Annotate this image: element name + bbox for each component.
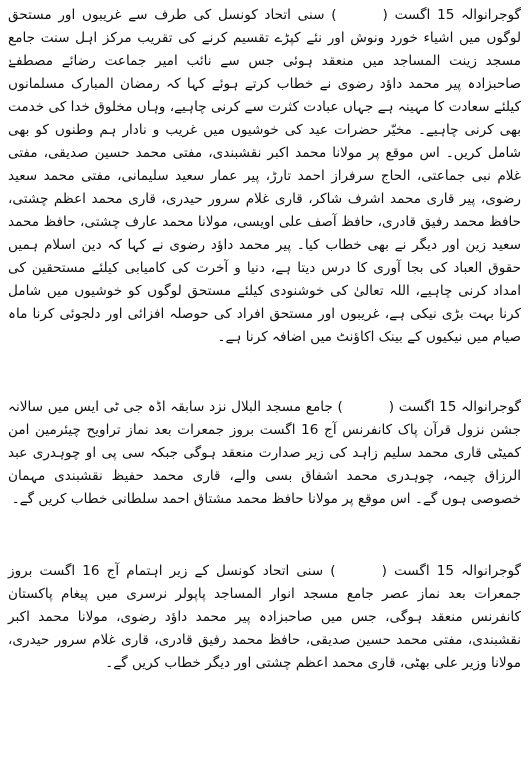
dateline-city: گوجرانوالہ [461,399,522,415]
news-article-2 [8,396,521,511]
dateline-day: 15 [439,399,457,415]
article-body: جامع مسجد البلال نزد سابقہ اڈہ جی ٹی ایس میں سالانہ جشن نزول قرآن پاک کانفرنس آج 16 اگست بروز جمعرات بعد نماز تراویح چیئرمین امن کمیٹی قاری محمد سلیم زاہد کی زیر صدارت منعقد ہوگی جبکہ سی پی او چوہدری عبد الرزاق چیمہ، چوہدری محمد اشفاق بسی والے، قاری محمد حفیظ نقشبندی مہمان خصوصی ہوں گے۔ اس موقع پر مولانا حافظ محمد مشتاق احمد سلطانی خطاب کریں گے۔ [8,399,521,507]
dateline-day: 15 [436,563,455,579]
dateline [323,563,521,579]
dateline-city: گوجرانوالہ [461,563,522,579]
reporter-bracket-open: ( [382,7,388,23]
article-paragraph [8,560,521,675]
reporter-bracket-open: ( [388,399,395,415]
article-body: سنی اتحاد کونسل کے زیر اہتمام آج 16 اگست بروز جمعرات بعد نماز عصر جامع مسجد انوار المساجد پاپولر نرسری میں پیغام پاکستان کانفرنس منعقد ہوگی، جس میں صاحبزادہ پیر محمد داؤد رضوی، مولانا محمد اکبر نقشبندی، مفتی محمد حسین صدیقی، حافظ محمد رفیق قادری، قاری غلام سرور حیدری، مولانا وزیر علی بھٹی، قاری محمد اعظم چشتی اور دیگر خطاب کریں گے۔ [8,563,521,671]
article-separator [8,349,521,396]
reporter-bracket-open: ( [381,563,387,579]
dateline-city: گوجرانوالہ [461,7,521,23]
article-separator [8,511,521,560]
dateline-day: 15 [437,7,455,23]
news-article-3 [8,560,521,675]
article-body: سنی اتحاد کونسل کی طرف سے غریبوں اور مستحق لوگوں میں اشیاء خورد ونوش اور نئے کپڑے تقسیم کرنے کی تقریب مرکز اہل سنت جامع مسجد زینت المساجد میں منعقد ہوئی جس سے نائب امیر جماعت رضائے مصطفےٰ صاحبزادہ پیر محمد داؤد رضوی نے خطاب کرتے ہوئے کہا کہ رمضان المبارک مسلمانوں کیلئے سعادت کا مہینہ ہے جہاں عبادت کثرت سے کرنی چاہیے، وہاں مخلوق خدا کی خدمت بھی کرنی چاہیے۔ مخیّر حضرات عید کی خوشیوں میں غریب و نادار ہم وطنوں کو بھی شامل کریں۔ اس موقع پر مولانا محمد اکبر نقشبندی، مفتی محمد حسین صدیقی، مفتی غلام نبی جماعتی، الحاج سرفراز احمد تارڑ، پیر عمار سعید سلیمانی، مفتی محمد سعید رضوی، پیر قاری محمد اشرف شاکر، قاری غلام سرور حیدری، قاری محمد اعظم چشتی، حافظ محمد رفیق قادری، حافظ آصف علی اویسی، مولانا محمد عارف چشتی، حافظ محمد سعید زین اور دیگر نے بھی خطاب کیا۔ پیر محمد داؤد رضوی نے کہا کہ دین اسلام ہمیں حقوق العباد کی بجا آوری کا درس دیتا ہے، دنیا و آخرت کی کامیابی کیلئے مستحقین کی امداد کرنی چاہیے، اللہ تعالیٰ کی خوشنودی کیلئے مستحق لوگوں کو خوشیوں میں شامل کرنا بہت بڑی نیکی ہے، غریبوں اور مستحق افراد کی حوصلہ افزائی اور دلجوئی کرنا ماہ صیام میں نیکیوں کے بینک اکاؤنٹ میں اضافہ کرنا ہے۔ [8,7,521,345]
dateline-month: اگست [393,563,430,579]
dateline [325,7,521,23]
article-paragraph [8,396,521,511]
reporter-bracket-close: ) [337,399,343,415]
reporter-bracket-close: ) [331,7,337,23]
article-paragraph [8,4,521,349]
news-article-1 [8,4,521,349]
dateline-month: اگست [394,7,431,23]
reporter-bracket-close: ) [330,563,336,579]
dateline [333,399,521,415]
dateline-month: اگست [398,399,435,415]
